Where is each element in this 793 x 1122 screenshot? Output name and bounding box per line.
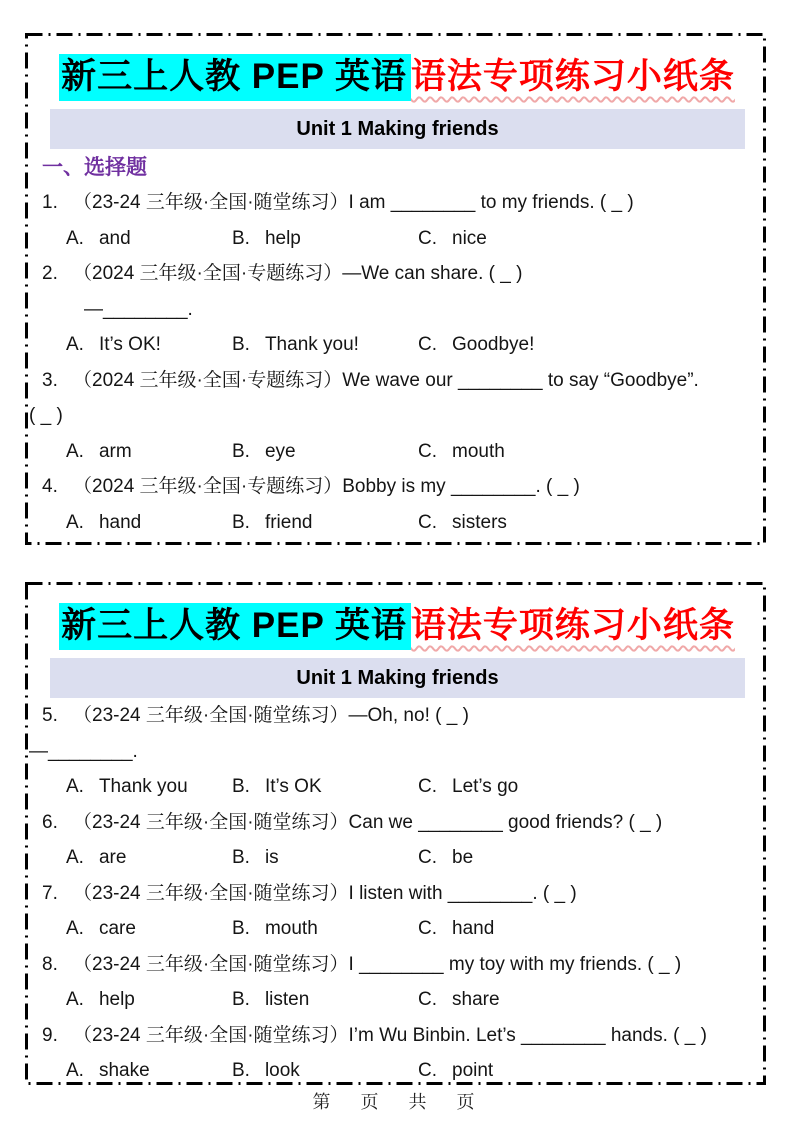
option-c <box>418 769 752 805</box>
question-6-options <box>42 840 752 876</box>
option-b <box>232 434 418 470</box>
title-highlighted-part: 新三上人教 PEP 英语 <box>59 603 411 650</box>
question-2-options <box>42 327 752 363</box>
title-red-part: 语法专项练习小纸条 <box>410 57 735 96</box>
option-b <box>232 911 418 947</box>
option-a <box>66 221 232 257</box>
question-text: （23-24 三年级·全国·随堂练习）I am ________ to my friends. ( _ ) <box>73 192 634 213</box>
question-number: 6. <box>42 811 58 833</box>
question-text: （2024 三年级·全国·专题练习）Bobby is my ________. ( _ ) <box>73 476 580 497</box>
question-2-continuation: —________. <box>84 298 193 320</box>
question-6 <box>42 805 752 841</box>
option-text: It’s OK <box>264 776 322 797</box>
option-text: Let’s go <box>452 776 519 797</box>
option-text: help <box>264 227 301 249</box>
option-letter: C. <box>418 227 437 249</box>
option-letter: C. <box>418 334 437 355</box>
question-1-options <box>42 221 752 257</box>
option-letter: A. <box>66 1060 84 1081</box>
option-text: shake <box>98 1060 150 1081</box>
option-text: hand <box>452 918 495 939</box>
option-c <box>418 911 752 947</box>
worksheet-card-1 <box>25 33 766 545</box>
question-8-options <box>42 982 752 1018</box>
question-9 <box>42 1018 752 1054</box>
option-a <box>66 840 232 876</box>
question-2 <box>42 256 752 292</box>
section-heading: 一、选择题 <box>42 156 147 179</box>
option-b <box>232 327 418 363</box>
worksheet-title <box>42 52 752 101</box>
question-number: 2. <box>42 263 58 284</box>
option-c <box>418 840 752 876</box>
question-7-options <box>42 911 752 947</box>
option-c <box>418 434 752 470</box>
option-a <box>66 434 232 470</box>
option-letter: A. <box>66 511 84 533</box>
question-3-continuation: ( _ ) <box>29 405 63 426</box>
question-3-options <box>42 434 752 470</box>
option-letter: A. <box>66 847 84 868</box>
option-text: point <box>452 1060 494 1081</box>
option-text: Thank you! <box>264 334 359 355</box>
option-b <box>232 769 418 805</box>
option-letter: B. <box>232 918 250 939</box>
option-text: share <box>452 989 500 1010</box>
option-text: help <box>98 989 135 1010</box>
question-text: （2024 三年级·全国·专题练习）—We can share. ( _ ) <box>73 263 523 284</box>
question-number: 1. <box>42 192 58 213</box>
question-text: （23-24 三年级·全国·随堂练习）—Oh, no! ( _ ) <box>73 705 469 726</box>
option-c <box>418 1053 752 1089</box>
option-letter: C. <box>418 440 437 462</box>
option-text: Goodbye! <box>452 334 535 355</box>
option-b <box>232 1053 418 1089</box>
question-1 <box>42 185 752 221</box>
option-text: mouth <box>264 918 318 939</box>
option-text: hand <box>98 511 142 533</box>
option-c <box>418 221 752 257</box>
option-letter: A. <box>66 776 84 797</box>
question-7 <box>42 876 752 912</box>
option-letter: B. <box>232 847 250 868</box>
question-number: 9. <box>42 1024 58 1046</box>
option-letter: C. <box>418 776 437 797</box>
option-text: mouth <box>452 440 505 462</box>
option-letter: C. <box>418 511 437 533</box>
option-letter: B. <box>232 511 250 533</box>
page-footer: 第 页 共 页 <box>312 1092 481 1112</box>
option-text: friend <box>264 511 313 533</box>
question-number: 7. <box>42 882 58 904</box>
option-a <box>66 982 232 1018</box>
option-text: care <box>98 918 136 939</box>
question-9-options <box>42 1053 752 1089</box>
title-red-part: 语法专项练习小纸条 <box>410 606 735 645</box>
option-text: be <box>452 847 474 868</box>
option-b <box>232 505 418 541</box>
option-b <box>232 982 418 1018</box>
option-text: are <box>98 847 127 868</box>
question-number: 3. <box>42 369 58 391</box>
option-a <box>66 505 232 541</box>
option-b <box>232 221 418 257</box>
question-number: 4. <box>42 476 58 497</box>
worksheet-title <box>42 601 752 650</box>
option-letter: B. <box>232 334 250 355</box>
option-letter: A. <box>66 334 84 355</box>
question-number: 8. <box>42 953 58 975</box>
option-text: listen <box>264 989 310 1010</box>
worksheet-card-2 <box>25 582 766 1085</box>
question-5-options <box>42 769 752 805</box>
title-highlighted-part: 新三上人教 PEP 英语 <box>59 54 411 101</box>
question-text: （23-24 三年级·全国·随堂练习）I listen with ________. ( _ ) <box>73 882 577 904</box>
option-letter: C. <box>418 1060 437 1081</box>
option-c <box>418 327 752 363</box>
unit-banner: Unit 1 Making friends <box>50 109 745 149</box>
question-3 <box>42 363 752 399</box>
option-c <box>418 505 752 541</box>
option-letter: B. <box>232 989 250 1010</box>
question-text: （23-24 三年级·全国·随堂练习）Can we ________ good friends? ( _ ) <box>73 811 663 833</box>
question-4-options <box>42 505 752 541</box>
option-text: It’s OK! <box>98 334 161 355</box>
option-a <box>66 327 232 363</box>
question-8 <box>42 947 752 983</box>
unit-banner: Unit 1 Making friends <box>50 658 745 698</box>
question-text: （23-24 三年级·全国·随堂练习）I’m Wu Binbin. Let’s ________ hands. ( _ ) <box>73 1024 707 1046</box>
option-letter: A. <box>66 989 84 1010</box>
option-letter: C. <box>418 989 437 1010</box>
option-text: nice <box>452 227 487 249</box>
option-text: Thank you <box>98 776 188 797</box>
option-b <box>232 840 418 876</box>
question-text: （23-24 三年级·全国·随堂练习）I ________ my toy with my friends. ( _ ) <box>73 953 682 975</box>
question-text: （2024 三年级·全国·专题练习）We wave our ________ to say “Goodbye”. <box>73 369 699 391</box>
option-c <box>418 982 752 1018</box>
option-letter: A. <box>66 227 84 249</box>
option-text: eye <box>264 440 296 462</box>
option-letter: B. <box>232 1060 250 1081</box>
option-letter: A. <box>66 918 84 939</box>
option-letter: C. <box>418 918 437 939</box>
option-letter: A. <box>66 440 84 462</box>
question-4 <box>42 469 752 505</box>
option-text: arm <box>98 440 132 462</box>
question-5-continuation: —________. <box>29 740 138 762</box>
option-letter: C. <box>418 847 437 868</box>
option-letter: B. <box>232 440 250 462</box>
option-letter: B. <box>232 227 250 249</box>
option-letter: B. <box>232 776 250 797</box>
question-number: 5. <box>42 705 58 726</box>
option-text: and <box>98 227 131 249</box>
option-a <box>66 1053 232 1089</box>
option-text: is <box>264 847 279 868</box>
option-a <box>66 911 232 947</box>
option-a <box>66 769 232 805</box>
question-5 <box>42 698 752 734</box>
option-text: sisters <box>452 511 507 533</box>
option-text: look <box>264 1060 300 1081</box>
